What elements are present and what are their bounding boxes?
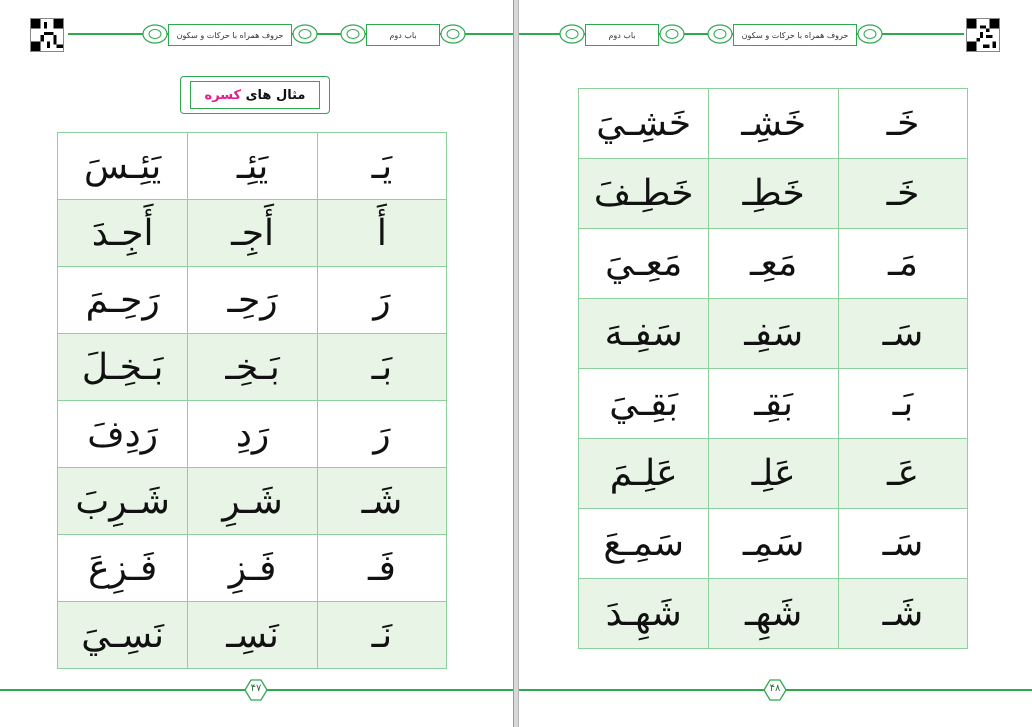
ornament-icon	[659, 23, 685, 45]
ornament-icon	[440, 23, 466, 45]
qr-code-icon	[30, 18, 64, 52]
letter-cell: نَـ	[317, 602, 446, 669]
word-cell: شَـرِبَ	[58, 468, 188, 535]
ornament-icon	[340, 23, 366, 45]
kasra-syllable-cell: بَـخِـ	[188, 334, 318, 401]
ornament-icon	[559, 23, 585, 45]
table-row	[58, 468, 447, 535]
table-row	[579, 369, 968, 439]
header-topic: حروف همراه با حرکات و سکون	[733, 24, 857, 46]
kasra-syllable-cell: شَهِـ	[709, 579, 839, 649]
page-number-badge	[760, 678, 790, 702]
kasra-syllable-cell: رَحِـ	[188, 267, 318, 334]
right-page	[519, 0, 1032, 727]
header-chapter: باب دوم	[585, 24, 659, 46]
letter-cell: سَـ	[838, 299, 967, 369]
letter-cell: مَـ	[838, 229, 967, 299]
word-cell: فَـزِعَ	[58, 535, 188, 602]
table-row	[579, 509, 968, 579]
kasra-syllable-cell: أَجِـ	[188, 200, 318, 267]
header-chapter: باب دوم	[366, 24, 440, 46]
table-row	[579, 579, 968, 649]
word-cell: بَقِـيَ	[579, 369, 709, 439]
letter-cell: فَـ	[317, 535, 446, 602]
kasra-syllable-cell: يَئِـ	[188, 133, 318, 200]
page-number: ۴۸	[769, 683, 781, 694]
word-cell: رَحِـمَ	[58, 267, 188, 334]
page-number-badge	[241, 678, 271, 702]
word-cell: رَدِفَ	[58, 401, 188, 468]
table-row	[58, 401, 447, 468]
table-row	[58, 267, 447, 334]
word-cell: خَشِـيَ	[579, 89, 709, 159]
ornament-icon	[707, 23, 733, 45]
letter-cell: شَـ	[838, 579, 967, 649]
letter-cell: يَـ	[317, 133, 446, 200]
word-cell: أَجِـدَ	[58, 200, 188, 267]
word-cell: خَطِـفَ	[579, 159, 709, 229]
kasra-examples-table	[57, 132, 447, 669]
kasra-syllable-cell: خَطِـ	[709, 159, 839, 229]
kasra-syllable-cell: شَـرِ	[188, 468, 318, 535]
table-row	[579, 439, 968, 509]
word-cell: نَسِـيَ	[58, 602, 188, 669]
left-page	[0, 0, 513, 727]
letter-cell: بَـ	[317, 334, 446, 401]
kasra-syllable-cell: بَقِـ	[709, 369, 839, 439]
ornament-icon	[142, 23, 168, 45]
qr-code-icon	[966, 18, 1000, 52]
letter-cell: بَـ	[838, 369, 967, 439]
word-cell: مَعِـيَ	[579, 229, 709, 299]
letter-cell: خَـ	[838, 89, 967, 159]
table-row	[58, 133, 447, 200]
letter-cell: خَـ	[838, 159, 967, 229]
kasra-syllable-cell: سَفِـ	[709, 299, 839, 369]
letter-cell: شَـ	[317, 468, 446, 535]
letter-cell: عَـ	[838, 439, 967, 509]
table-row	[58, 535, 447, 602]
kasra-syllable-cell: نَسِـ	[188, 602, 318, 669]
kasra-examples-table	[578, 88, 968, 649]
letter-cell: رَ	[317, 267, 446, 334]
table-row	[579, 89, 968, 159]
letter-cell: أَ	[317, 200, 446, 267]
title-accent: کسره	[204, 87, 242, 103]
table-row	[579, 299, 968, 369]
section-title	[180, 76, 330, 114]
table-row	[58, 334, 447, 401]
kasra-syllable-cell: عَلِـ	[709, 439, 839, 509]
kasra-syllable-cell: رَدِ	[188, 401, 318, 468]
page-number: ۴۷	[250, 683, 262, 694]
kasra-syllable-cell: سَمِـ	[709, 509, 839, 579]
header-topic: حروف همراه با حرکات و سکون	[168, 24, 292, 46]
table-row	[58, 200, 447, 267]
word-cell: شَهِـدَ	[579, 579, 709, 649]
table-row	[58, 602, 447, 669]
kasra-syllable-cell: فَـزِ	[188, 535, 318, 602]
ornament-icon	[857, 23, 883, 45]
table-row	[579, 159, 968, 229]
ornament-icon	[292, 23, 318, 45]
table-row	[579, 229, 968, 299]
letter-cell: سَـ	[838, 509, 967, 579]
word-cell: عَلِـمَ	[579, 439, 709, 509]
kasra-syllable-cell: خَشِـ	[709, 89, 839, 159]
title-prefix: مثال های	[245, 87, 306, 103]
word-cell: سَفِـهَ	[579, 299, 709, 369]
word-cell: سَمِـعَ	[579, 509, 709, 579]
word-cell: يَئِـسَ	[58, 133, 188, 200]
kasra-syllable-cell: مَعِـ	[709, 229, 839, 299]
word-cell: بَـخِـلَ	[58, 334, 188, 401]
letter-cell: رَ	[317, 401, 446, 468]
